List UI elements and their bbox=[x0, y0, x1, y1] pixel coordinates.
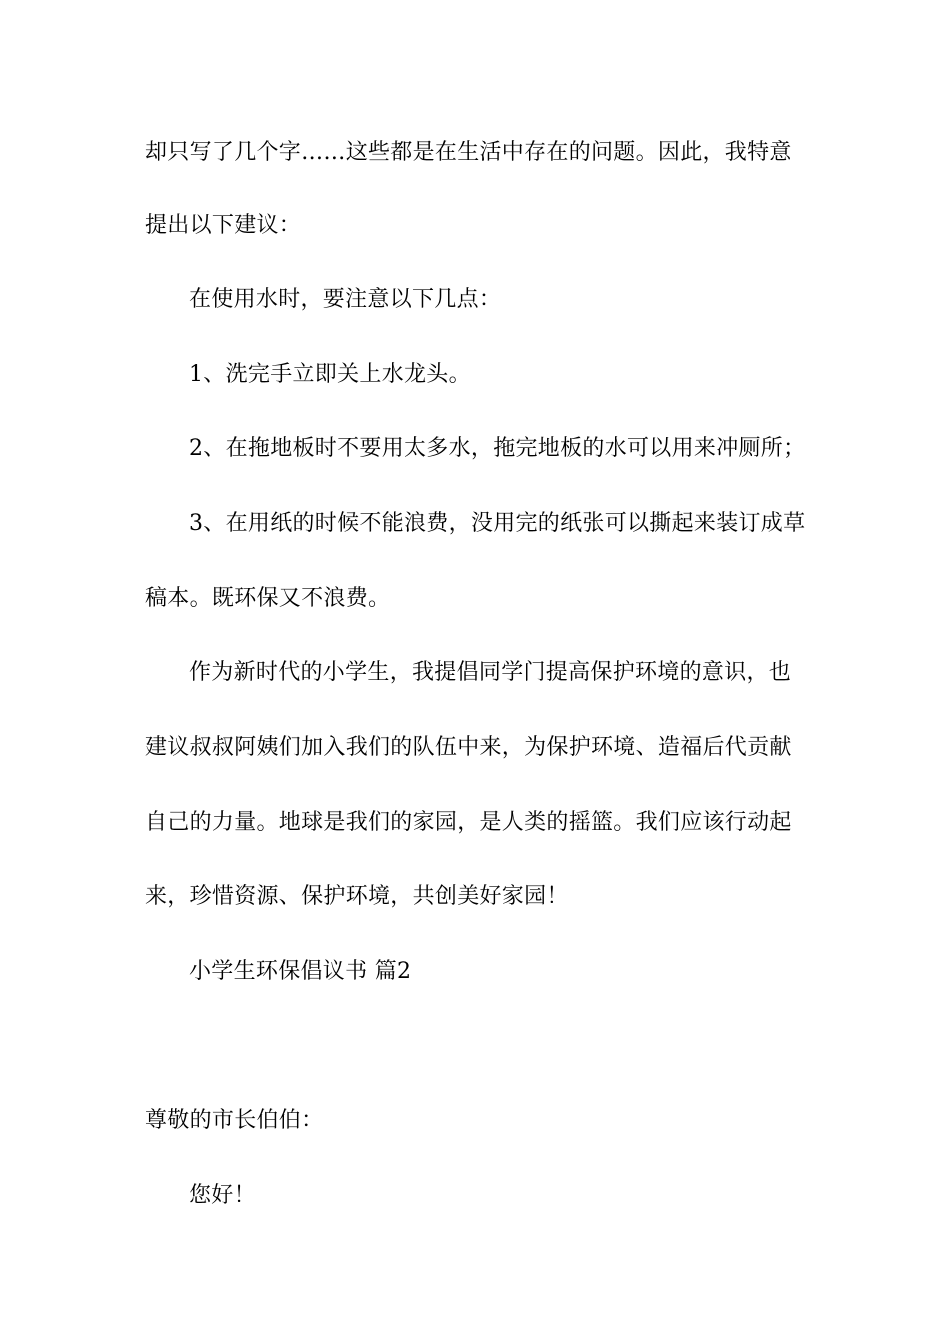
paragraph-line: 却只写了几个字……这些都是在生活中存在的问题。因此，我特意 bbox=[145, 140, 792, 165]
paragraph-line: 作为新时代的小学生，我提倡同学门提高保护环境的意识，也 bbox=[189, 660, 792, 685]
list-item: 2、在拖地板时不要用太多水，拖完地板的水可以用来冲厕所； bbox=[189, 436, 806, 461]
list-item: 1、洗完手立即关上水龙头。 bbox=[189, 362, 471, 387]
paragraph-line: 自己的力量。地球是我们的家园，是人类的摇篮。我们应该行动起 bbox=[145, 810, 792, 835]
paragraph-line: 提出以下建议： bbox=[145, 213, 302, 238]
section-heading: 小学生环保倡议书 篇2 bbox=[189, 959, 412, 984]
salutation: 尊敬的市长伯伯： bbox=[145, 1108, 324, 1133]
paragraph-line: 稿本。既环保又不浪费。 bbox=[145, 586, 391, 611]
list-item: 3、在用纸的时候不能浪费，没用完的纸张可以撕起来装订成草 bbox=[189, 511, 806, 536]
paragraph-line: 在使用水时，要注意以下几点： bbox=[189, 287, 502, 312]
greeting: 您好！ bbox=[189, 1183, 256, 1208]
paragraph-line: 来，珍惜资源、保护环境，共创美好家园！ bbox=[145, 884, 569, 909]
paragraph-line: 建议叔叔阿姨们加入我们的队伍中来，为保护环境、造福后代贡献 bbox=[145, 735, 792, 760]
